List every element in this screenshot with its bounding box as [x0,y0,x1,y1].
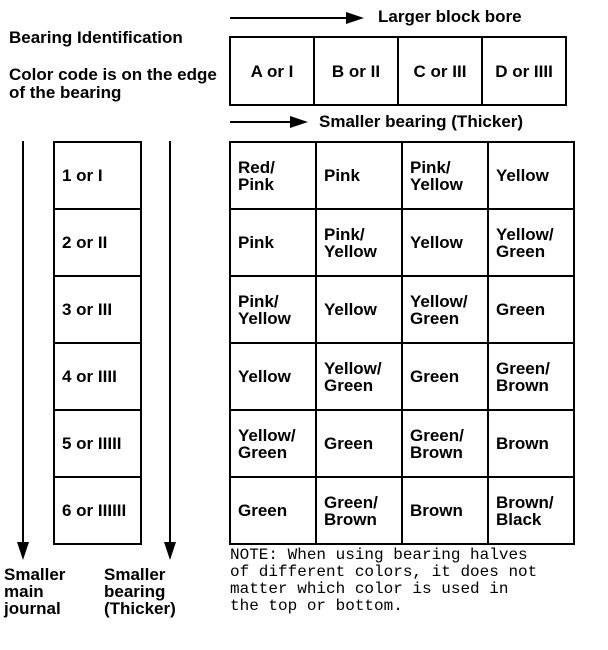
grid-cell: Green/ Brown [402,410,488,477]
row-label: 1 or I [54,142,141,209]
bearing-arrow-head [290,116,308,128]
row-label: 6 or IIIIII [54,477,141,544]
smaller-main-journal-label: Smaller main journal [4,565,66,618]
grid-cell: Green [488,276,574,343]
row-label-table [53,141,142,545]
bearing-color-grid [229,141,575,545]
block-bore-arrow-head [346,12,364,24]
block-bore-arrow-line [230,17,348,19]
grid-cell: Pink/ Yellow [230,276,316,343]
color-code-note: Color code is on the edge of the bearing [9,65,217,102]
row-label: 5 or IIIII [54,410,141,477]
page-title: Bearing Identification [9,28,183,47]
grid-cell: Green/ Brown [488,343,574,410]
column-header-table [229,36,567,106]
smaller-bearing-bottom-label: Smaller bearing (Thicker) [104,565,176,618]
grid-cell: Pink/ Yellow [316,209,402,276]
note-text: NOTE: When using bearing halves of different colors, it does not matter which color is used in the top or bottom. [230,546,538,615]
grid-cell: Yellow/ Green [402,276,488,343]
column-header: B or II [314,37,398,105]
smaller-bearing-label: Smaller bearing (Thicker) [319,112,524,131]
bearing-down-arrow-line [169,141,171,543]
grid-cell: Pink [230,209,316,276]
grid-cell: Red/ Pink [230,142,316,209]
grid-cell: Green/ Brown [316,477,402,544]
grid-cell: Yellow [316,276,402,343]
grid-cell: Yellow/ Green [316,343,402,410]
journal-arrow-head [17,542,29,560]
column-header: A or I [230,37,314,105]
column-header: C or III [398,37,482,105]
grid-cell: Brown [402,477,488,544]
grid-cell: Green [230,477,316,544]
grid-cell: Green [316,410,402,477]
row-label: 3 or III [54,276,141,343]
grid-cell: Yellow [488,142,574,209]
grid-cell: Pink/ Yellow [402,142,488,209]
grid-cell: Pink [316,142,402,209]
grid-cell: Brown [488,410,574,477]
block-bore-label: Larger block bore [378,7,522,26]
bearing-down-arrow-head [164,542,176,560]
column-header: D or IIII [482,37,566,105]
grid-cell: Yellow/ Green [488,209,574,276]
grid-cell: Yellow [230,343,316,410]
grid-cell: Green [402,343,488,410]
row-label: 2 or II [54,209,141,276]
grid-cell: Brown/ Black [488,477,574,544]
row-label: 4 or IIII [54,343,141,410]
grid-cell: Yellow [402,209,488,276]
journal-arrow-line [22,141,24,543]
bearing-arrow-line [230,121,292,123]
grid-cell: Yellow/ Green [230,410,316,477]
